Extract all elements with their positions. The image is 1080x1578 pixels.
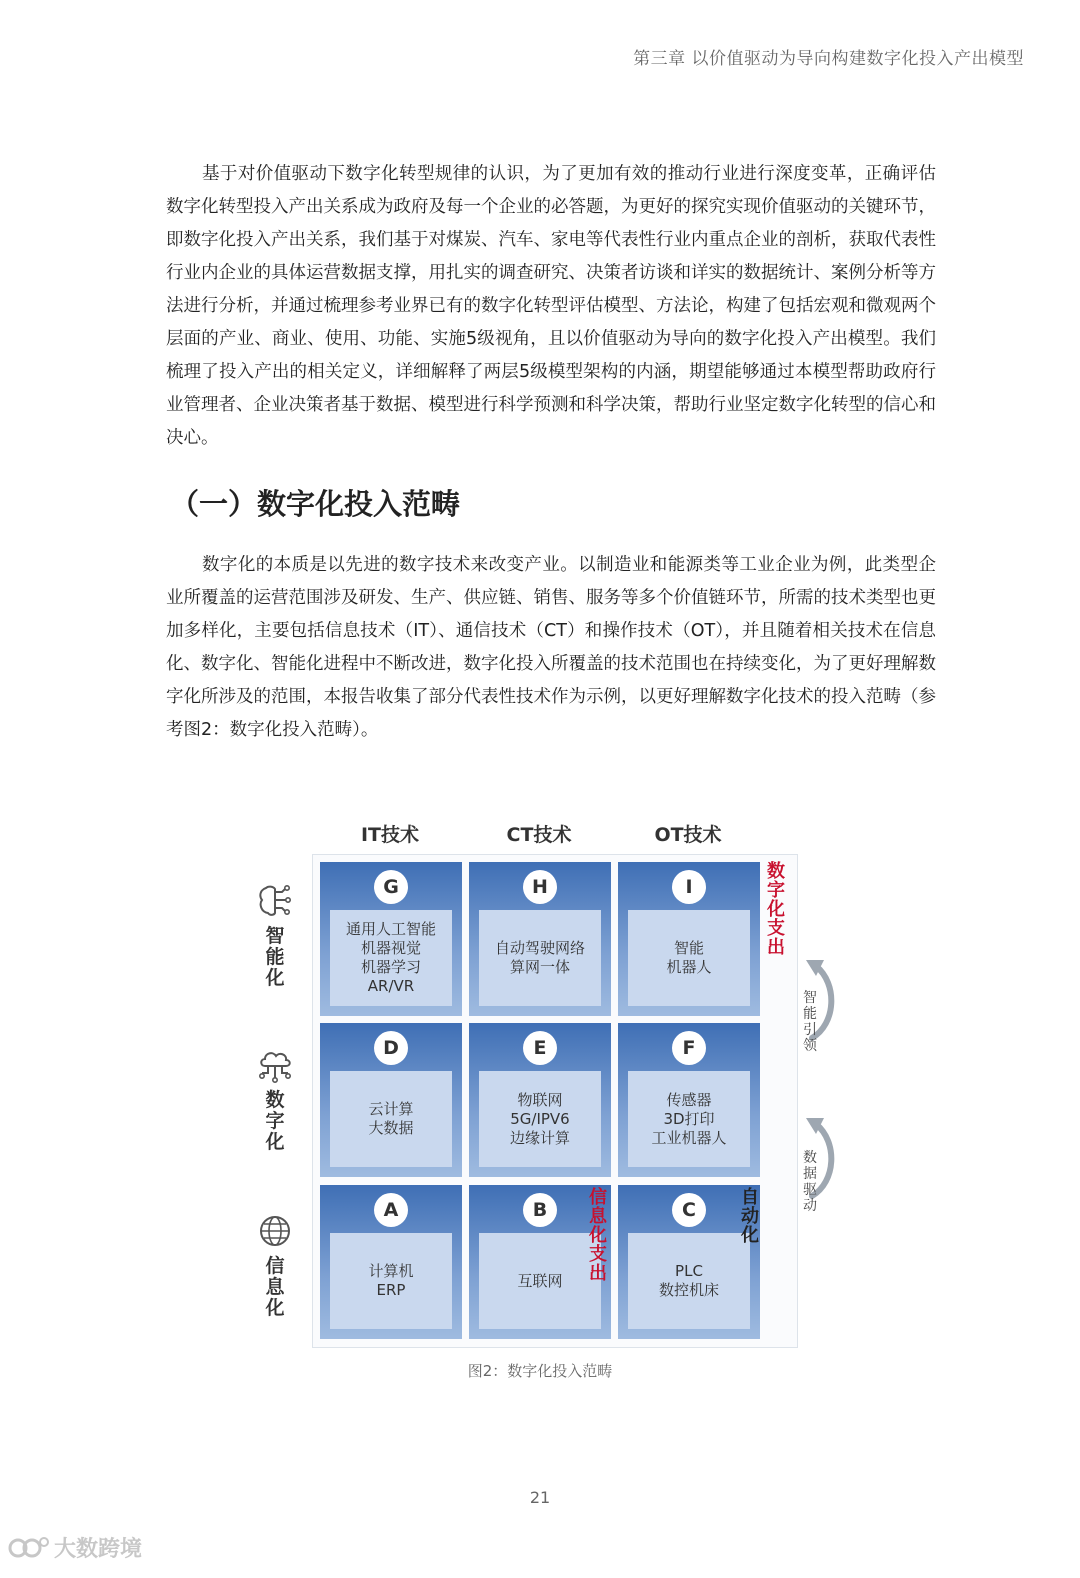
digital-investment-figure: [240, 800, 860, 1360]
cell-a: [320, 1185, 462, 1339]
column-header-ct: CT技术: [506, 824, 572, 846]
row-label-digital: [240, 1046, 310, 1153]
intro-paragraph: 基于对价值驱动下数字化转型规律的认识，为了更加有效的推动行业进行深度变革，正确评估数字化转型投入产出关系成为政府及每一个企业的必答题，为更好的探究实现价值驱动的关键环节，即数字化投入产出关系，我们基于对煤炭、汽车、家电等代表性行业内重点企业的剖析，获取代表性行业内企业的具体运营数据支撑，用扎实的调查研究、决策者访谈和详实的数据统计、案例分析等方法进行分析，并通过梳理参考业界已有的数字化转型评估模型、方法论，构建了包括宏观和微观两个层面的产业、商业、使用、功能、实施5级视角，且以价值驱动为导向的数字化投入产出模型。我们梳理了投入产出的相关定义，详细解释了两层5级模型架构的内涵，期望能够通过本模型帮助政府行业管理者、企业决策者基于数据、模型进行科学预测和科学决策，帮助行业坚定数字化转型的信心和决心。: [166, 164, 936, 448]
cell-c-text: PLC 数控机床: [658, 1262, 719, 1299]
globe-icon: [256, 1212, 294, 1250]
row-label-informatization: [240, 1212, 310, 1319]
cell-e-letter: E: [523, 1031, 557, 1065]
brain-circuit-icon: [256, 882, 294, 920]
cell-i: [618, 862, 760, 1016]
scope-paragraph: 数字化的本质是以先进的数字技术来改变产业。以制造业和能源类等工业企业为例，此类型企业所覆盖的运营范围涉及研发、生产、供应链、销售、服务等多个价值链环节，所需的技术类型也更加多样化，主要包括信息技术（IT）、通信技术（CT）和操作技术（OT），并且随着相关技术在信息化、数字化、智能化进程中不断改进，数字化投入所覆盖的技术范围也在持续变化，为了更好理解数字化所涉及的范围，本报告收集了部分代表性技术作为示例，以更好理解数字化技术的投入范畴（参考图2：数字化投入范畴）。: [166, 555, 936, 740]
page-number: 21: [529, 1488, 551, 1507]
cell-d-text: 云计算 大数据: [368, 1100, 414, 1137]
info-spend-label: 信息化支出: [589, 1187, 607, 1284]
data-driven-label: 数据驱动: [803, 1150, 817, 1214]
section-title: （一）数字化投入范畴: [170, 487, 461, 521]
cell-a-text: 计算机 ERP: [368, 1262, 414, 1299]
cell-g-letter: G: [374, 870, 408, 904]
cell-c: [618, 1185, 760, 1339]
row-label-informatization-text: 信息化: [265, 1255, 285, 1319]
cell-i-text: 智能 机器人: [666, 939, 712, 976]
column-header-it: IT技术: [360, 824, 420, 846]
cell-b-text: 互联网: [517, 1271, 563, 1290]
cell-h-text: 自动驾驶网络 算网一体: [494, 939, 585, 976]
cell-c-letter: C: [672, 1193, 706, 1227]
cell-f-letter: F: [672, 1031, 706, 1065]
cell-a-letter: A: [374, 1193, 408, 1227]
cell-i-letter: I: [672, 870, 706, 904]
watermark-logo-icon: [8, 1534, 50, 1562]
row-label-digital-text: 数字化: [265, 1089, 285, 1153]
figure-caption: 图2：数字化投入范畴: [467, 1362, 613, 1380]
cell-e: [469, 1023, 611, 1177]
cell-e-text: 物联网 5G/IPV6 边缘计算: [509, 1090, 570, 1147]
row-label-intelligent: [240, 882, 310, 989]
watermark-text: 大数跨境: [54, 1537, 143, 1562]
cell-f: [618, 1023, 760, 1177]
cell-f-text: 传感器 3D打印 工业机器人: [651, 1090, 727, 1147]
cloud-network-icon: [256, 1046, 294, 1084]
cell-g: [320, 862, 462, 1016]
row-label-intelligent-text: 智能化: [265, 925, 285, 989]
watermark: [8, 1532, 142, 1563]
cell-h: [469, 862, 611, 1016]
cell-d: [320, 1023, 462, 1177]
column-header-ot: OT技术: [654, 824, 722, 846]
digital-spend-label: 数字化支出: [767, 861, 785, 958]
cell-d-letter: D: [374, 1031, 408, 1065]
automation-label: 自动化: [741, 1187, 759, 1246]
cell-h-letter: H: [523, 870, 557, 904]
cell-g-text: 通用人工智能 机器视觉 机器学习 AR/VR: [345, 920, 436, 995]
cell-b-letter: B: [523, 1193, 557, 1227]
smart-lead-label: 智能引领: [803, 990, 817, 1054]
running-header: 第三章 以价值驱动为导向构建数字化投入产出模型: [633, 49, 1024, 69]
